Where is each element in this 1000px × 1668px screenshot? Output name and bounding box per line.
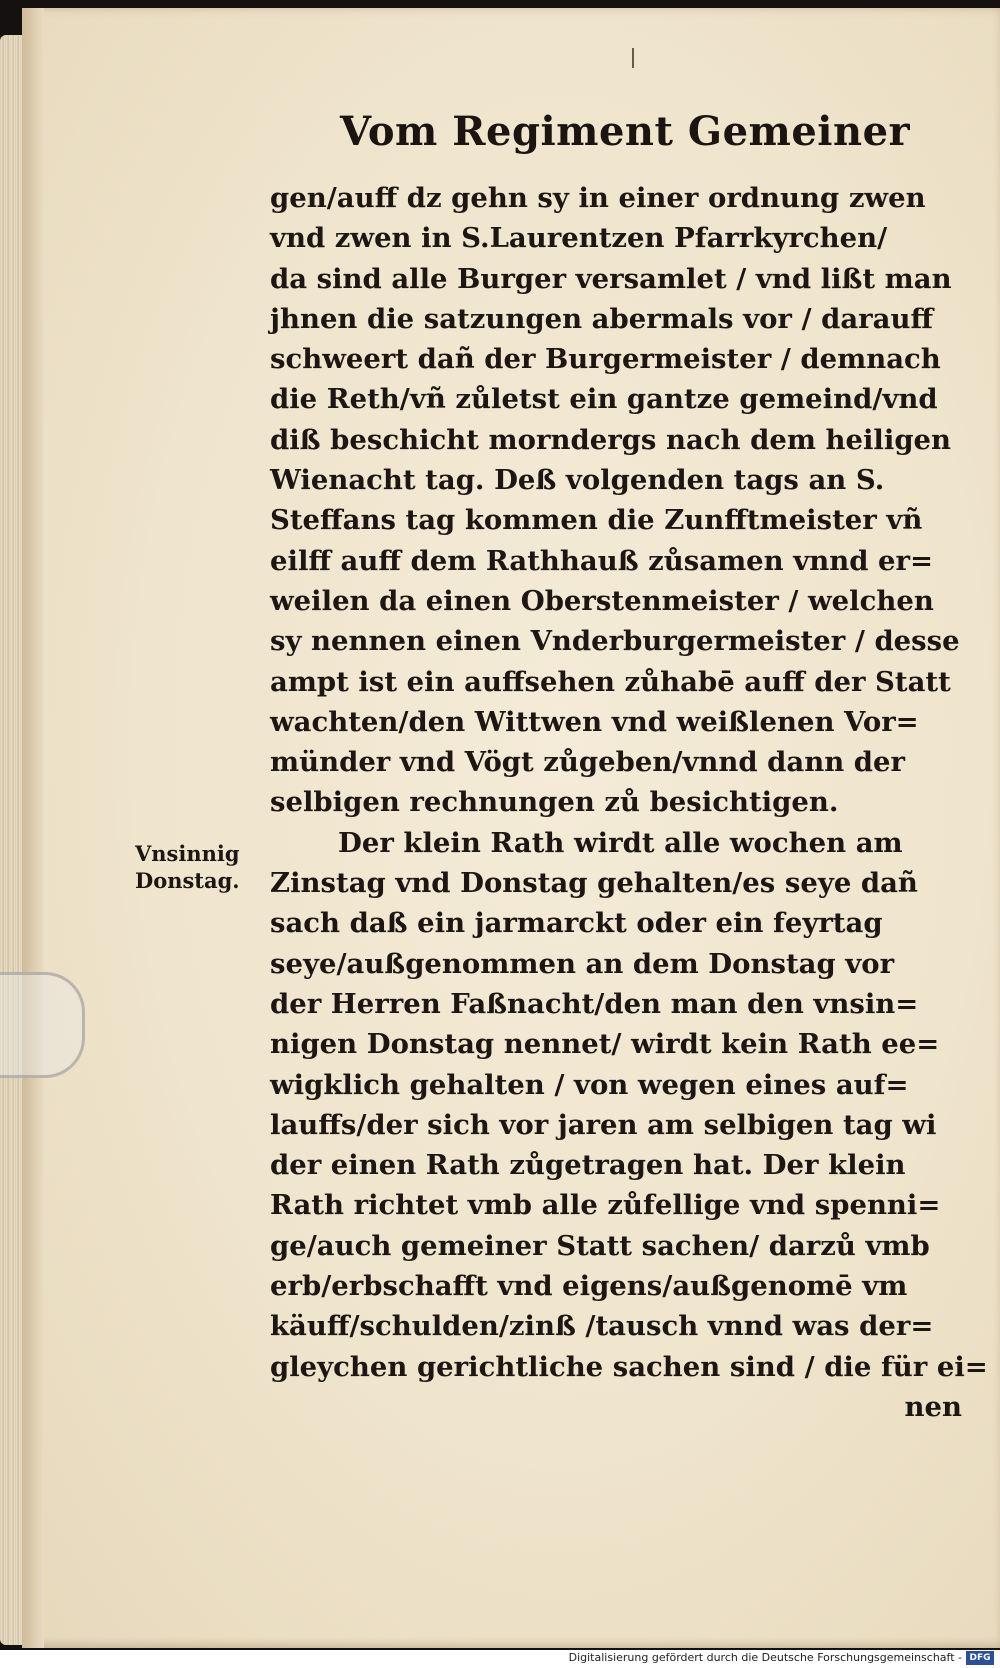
text-line: da sind alle Burger versamlet / vnd lißt man [270,262,952,295]
text-line: Wienacht tag. Deß volgenden tags an S. [270,464,885,497]
text-line: gleychen gerichtliche sachen sind / die für ei= [270,1350,988,1383]
text-line: der Herren Faßnacht/den man den vnsin= [270,987,919,1020]
text-line: diß beschicht morndergs nach dem heiligen [270,423,952,456]
text-line: der einen Rath zůgetragen hat. Der klein [270,1149,906,1182]
text-line: nigen Donstag nennet/ wirdt kein Rath ee= [270,1028,940,1061]
page-fold-shadow [22,8,44,1648]
digitization-credit: Digitalisierung gefördert durch die Deutsche Forschungsgemeinschaft - [568,1651,962,1664]
text-line: seye/außgenommen an dem Donstag vor [270,947,895,980]
catchword: nen [904,1390,962,1423]
text-line: jhnen die satzungen abermals vor / darauff [270,302,934,335]
text-line: Rath richtet vmb alle zůfellige vnd spenni= [270,1189,941,1222]
running-head: Vom Regiment Gemeiner [340,108,911,155]
text-line: ge/auch gemeiner Statt sachen/ darzů vmb [270,1229,930,1262]
text-line: käuff/schulden/zinß /tausch vnnd was der= [270,1310,934,1343]
text-line: Steffans tag kommen die Zunfftmeister vñ [270,504,923,537]
text-line: weilen da einen Oberstenmeister / welchen [270,584,934,617]
text-line: selbigen rechnungen zů besichtigen. [270,786,839,819]
page-clip [0,972,85,1078]
text-line: eilff auff dem Rathhauß zůsamen vnnd er= [270,544,934,577]
marginal-note [135,840,265,894]
text-line-paragraph-start: Der klein Rath wirdt alle wochen am [338,826,903,859]
text-line: ampt ist ein auffsehen zůhabē auff der Statt [270,665,951,698]
text-line: schweert dañ der Burgermeister / demnach [270,343,941,376]
text-line: erb/erbschafft vnd eigens/außgenomē vm [270,1270,908,1303]
text-line: Zinstag vnd Donstag gehalten/es seye dañ [270,867,918,900]
text-line: wigklich gehalten / von wegen eines auf= [270,1068,909,1101]
marginal-note-line: Vnsinnig [135,841,240,866]
text-line: gen/auff dz gehn sy in einer ordnung zwen [270,182,926,214]
marginal-note-line: Donstag. [135,868,240,893]
body-text [270,178,988,1427]
text-line: die Reth/vñ zůletst ein gantze gemeind/vnd [270,383,938,416]
text-line: lauffs/der sich vor jaren am selbigen tag wi [270,1108,937,1141]
text-line: sy nennen einen Vnderburgermeister / desse [270,625,960,658]
text-line: wachten/den Wittwen vnd weißlenen Vor= [270,705,919,738]
text-line: sach daß ein jarmarckt oder ein feyrtag [270,907,883,940]
text-line: münder vnd Vögt zůgeben/vnnd dann der [270,746,905,779]
text-line: vnd zwen in S.Laurentzen Pfarrkyrchen/ [270,222,888,255]
dfg-logo: DFG [966,1651,994,1665]
pen-mark [632,48,634,68]
